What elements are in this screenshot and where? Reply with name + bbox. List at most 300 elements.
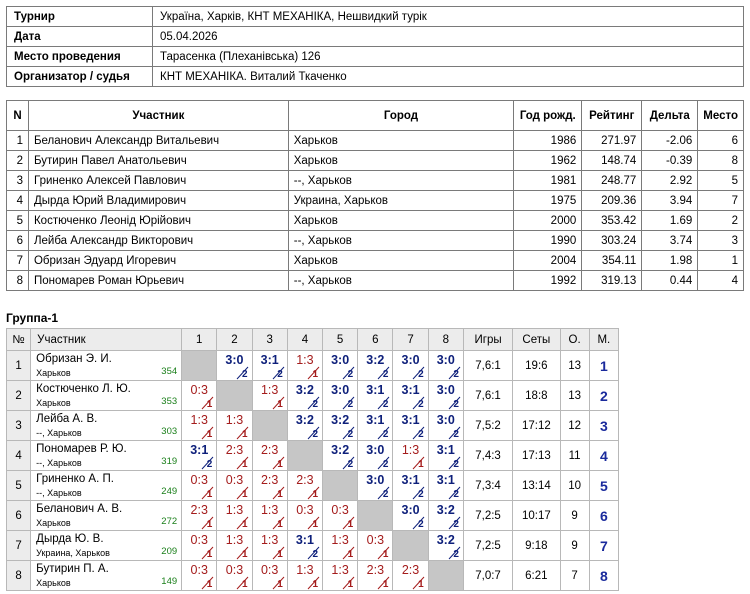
group-row-number: 3	[7, 411, 31, 441]
match-result	[358, 561, 392, 590]
match-score: 3:0	[436, 413, 455, 427]
match-result-cell[interactable]	[182, 531, 217, 561]
match-points: 2	[312, 429, 319, 440]
participant-place: 3	[698, 231, 744, 251]
diagonal-cell	[323, 471, 358, 501]
col-header-place: Место	[698, 101, 744, 131]
match-score: 3:1	[366, 413, 385, 427]
participant-birth-year: 2004	[514, 251, 582, 271]
match-result-cell[interactable]	[287, 381, 322, 411]
match-result	[253, 531, 287, 560]
participant-rating: 271.97	[582, 131, 642, 151]
group-player-rating: 303	[161, 426, 178, 437]
match-result-cell[interactable]	[182, 501, 217, 531]
grid-header-opponent-7: 7	[393, 329, 428, 351]
group-player-cell	[31, 441, 182, 471]
participant-name: Обризан Эдуард Игоревич	[28, 251, 288, 271]
participants-header-row	[7, 101, 744, 131]
participant-rating: 354.11	[582, 251, 642, 271]
participant-row	[7, 251, 744, 271]
group-results-grid	[6, 328, 619, 591]
match-result-cell[interactable]	[323, 501, 358, 531]
group-points: 12	[560, 411, 589, 441]
participant-place: 6	[698, 131, 744, 151]
match-result-cell[interactable]	[182, 471, 217, 501]
match-result	[358, 441, 392, 470]
info-label: Место проведения	[7, 47, 153, 67]
group-sets: 19:6	[513, 351, 560, 381]
match-points: 1	[382, 549, 389, 560]
match-result	[393, 411, 427, 440]
match-score: 3:1	[366, 383, 385, 397]
match-score: 3:2	[436, 533, 455, 547]
group-games: 7,5:2	[463, 411, 512, 441]
match-result-cell[interactable]	[393, 351, 428, 381]
participant-row	[7, 211, 744, 231]
grid-header-opponent-2: 2	[217, 329, 252, 351]
participant-place: 5	[698, 171, 744, 191]
match-result	[253, 441, 287, 470]
match-points: 1	[312, 369, 319, 380]
match-result-cell[interactable]	[428, 441, 463, 471]
match-points: 1	[277, 549, 283, 560]
match-result-cell[interactable]	[393, 471, 428, 501]
match-result-cell[interactable]	[358, 351, 393, 381]
match-score: 3:2	[295, 383, 314, 397]
match-points: 1	[277, 519, 283, 530]
match-result-cell[interactable]	[182, 441, 217, 471]
match-result-cell[interactable]	[323, 531, 358, 561]
match-score: 3:1	[436, 473, 455, 487]
participant-city: Украина, Харьков	[288, 191, 514, 211]
group-sets: 17:12	[513, 411, 560, 441]
col-header-city: Город	[288, 101, 514, 131]
match-result	[217, 351, 251, 380]
participant-city: --, Харьков	[288, 231, 514, 251]
group-points: 11	[560, 441, 589, 471]
match-points: 1	[347, 549, 354, 560]
match-result-cell[interactable]	[428, 531, 463, 561]
match-result-cell[interactable]	[323, 441, 358, 471]
match-score: 3:0	[366, 473, 385, 487]
participant-name: Беланович Александр Витальевич	[28, 131, 288, 151]
match-score: 2:3	[401, 563, 420, 577]
group-sets: 18:8	[513, 381, 560, 411]
match-result	[182, 441, 216, 470]
match-score: 0:3	[260, 563, 279, 577]
match-score: 3:1	[190, 443, 209, 457]
match-result-cell[interactable]	[428, 351, 463, 381]
diagonal-cell	[287, 441, 322, 471]
match-result-cell[interactable]	[217, 531, 252, 561]
match-result-cell[interactable]	[287, 501, 322, 531]
group-place: 4	[589, 441, 618, 471]
group-player-rating: 249	[161, 486, 178, 497]
match-score: 3:0	[331, 383, 350, 397]
match-score: 0:3	[225, 473, 244, 487]
participant-name: Гриненко Алексей Павлович	[28, 171, 288, 191]
group-player-city: --, Харьков	[36, 488, 82, 498]
match-result	[323, 351, 357, 380]
participant-city: --, Харьков	[288, 171, 514, 191]
group-player-city: --, Харьков	[36, 458, 82, 468]
match-points: 1	[277, 489, 283, 500]
match-points: 2	[382, 369, 389, 380]
match-result-cell[interactable]	[252, 531, 287, 561]
match-points: 1	[242, 579, 248, 590]
match-points: 1	[312, 519, 319, 530]
participant-birth-year: 1962	[514, 151, 582, 171]
match-result-cell[interactable]	[358, 531, 393, 561]
group-row	[7, 351, 619, 381]
participant-n: 8	[7, 271, 29, 291]
group-player-cell	[31, 471, 182, 501]
match-result-cell[interactable]	[252, 471, 287, 501]
match-result-cell[interactable]	[358, 411, 393, 441]
match-result-cell[interactable]	[252, 501, 287, 531]
match-points: 2	[418, 429, 424, 440]
match-score: 3:2	[331, 443, 350, 457]
match-result-cell[interactable]	[358, 471, 393, 501]
match-result	[429, 351, 463, 380]
match-points: 1	[277, 459, 283, 470]
group-player-cell	[31, 501, 182, 531]
match-result-cell[interactable]	[287, 411, 322, 441]
match-result	[288, 381, 322, 410]
match-result-cell[interactable]	[323, 411, 358, 441]
match-result	[393, 441, 427, 470]
match-result	[217, 471, 251, 500]
match-score: 2:3	[296, 473, 314, 487]
match-result	[323, 531, 357, 560]
participant-n: 1	[7, 131, 29, 151]
group-player-cell	[31, 561, 182, 591]
match-result	[182, 471, 216, 500]
match-result	[393, 381, 427, 410]
info-value: 05.04.2026	[153, 27, 744, 47]
match-result	[323, 441, 357, 470]
match-result	[182, 411, 216, 440]
participant-n: 3	[7, 171, 29, 191]
participant-delta: 2.92	[642, 171, 698, 191]
match-result-cell[interactable]	[358, 381, 393, 411]
group-games: 7,0:7	[463, 561, 512, 591]
match-score: 2:3	[190, 503, 208, 517]
match-result-cell[interactable]	[287, 351, 322, 381]
participant-delta: -0.39	[642, 151, 698, 171]
match-points: 2	[418, 519, 424, 530]
match-result-cell[interactable]	[287, 561, 322, 591]
match-result-cell[interactable]	[323, 351, 358, 381]
match-result-cell[interactable]	[252, 351, 287, 381]
match-score: 3:1	[260, 353, 279, 367]
match-result	[217, 531, 251, 560]
match-points: 2	[418, 489, 424, 500]
col-header-participant: Участник	[28, 101, 288, 131]
group-player-rating: 319	[161, 456, 178, 467]
match-result-cell[interactable]	[358, 561, 393, 591]
match-points: 2	[453, 429, 459, 440]
grid-header-games: Игры	[463, 329, 512, 351]
diagonal-cell	[217, 381, 252, 411]
group-sets: 9:18	[513, 531, 560, 561]
match-points: 2	[453, 399, 459, 410]
match-result	[288, 531, 322, 560]
match-points: 2	[277, 369, 283, 380]
group-row-number: 5	[7, 471, 31, 501]
match-score: 1:3	[225, 413, 244, 427]
match-result	[393, 471, 427, 500]
match-result	[217, 501, 251, 530]
match-score: 1:3	[260, 503, 279, 517]
match-score: 1:3	[225, 503, 244, 517]
info-row	[7, 47, 744, 67]
match-result-cell[interactable]	[182, 561, 217, 591]
match-result	[429, 441, 463, 470]
group-games: 7,2:5	[463, 501, 512, 531]
match-result-cell[interactable]	[217, 561, 252, 591]
group-row	[7, 531, 619, 561]
tournament-info-table	[6, 6, 744, 87]
group-place: 2	[589, 381, 618, 411]
match-score: 3:0	[436, 383, 455, 397]
group-sets: 13:14	[513, 471, 560, 501]
participant-place: 4	[698, 271, 744, 291]
participant-rating: 148.74	[582, 151, 642, 171]
match-score: 0:3	[190, 473, 208, 487]
match-points: 2	[206, 459, 213, 470]
match-points: 1	[418, 579, 424, 590]
match-points: 1	[242, 519, 248, 530]
group-player-rating: 354	[161, 366, 178, 377]
group-row-number: 1	[7, 351, 31, 381]
group-player-city: Харьков	[36, 578, 71, 588]
match-result	[182, 531, 216, 560]
info-label: Турнир	[7, 7, 153, 27]
participant-birth-year: 1992	[514, 271, 582, 291]
match-result	[182, 501, 216, 530]
info-row	[7, 27, 744, 47]
group-player-city: Харьков	[36, 398, 71, 408]
group-place: 7	[589, 531, 618, 561]
match-result	[217, 441, 251, 470]
match-result	[429, 531, 463, 560]
group-row-number: 4	[7, 441, 31, 471]
match-points: 2	[382, 489, 389, 500]
match-score: 1:3	[260, 383, 279, 397]
match-result-cell[interactable]	[217, 501, 252, 531]
match-points: 2	[453, 369, 459, 380]
group-points: 13	[560, 351, 589, 381]
group-header-row	[7, 329, 619, 351]
match-score: 3:0	[225, 353, 244, 367]
match-score: 3:1	[401, 473, 420, 487]
participant-place: 7	[698, 191, 744, 211]
group-points: 9	[560, 501, 589, 531]
match-result-cell[interactable]	[358, 441, 393, 471]
grid-header-place: М.	[589, 329, 618, 351]
match-score: 3:2	[436, 503, 455, 517]
match-result-cell[interactable]	[182, 411, 217, 441]
info-row	[7, 67, 744, 87]
group-sets: 17:13	[513, 441, 560, 471]
match-result-cell[interactable]	[252, 381, 287, 411]
match-points: 2	[382, 429, 389, 440]
match-result-cell[interactable]	[287, 471, 322, 501]
group-player-name: Беланович А. В.	[36, 503, 123, 515]
group-player-city: Харьков	[36, 368, 71, 378]
info-row	[7, 7, 744, 27]
match-result-cell[interactable]	[393, 381, 428, 411]
group-player-city: --, Харьков	[36, 428, 82, 438]
match-result-cell[interactable]	[393, 441, 428, 471]
match-points: 1	[206, 549, 213, 560]
info-value: Україна, Харків, КНТ МЕХАНІКА, Нешвидкий турік	[153, 7, 744, 27]
participant-delta: 3.74	[642, 231, 698, 251]
match-points: 2	[347, 459, 354, 470]
match-points: 1	[206, 579, 213, 590]
participant-name: Костюченко Леонід Юрійович	[28, 211, 288, 231]
group-player-name: Обризан Э. И.	[36, 353, 112, 365]
group-games: 7,4:3	[463, 441, 512, 471]
match-points: 1	[206, 489, 213, 500]
participant-city: Харьков	[288, 251, 514, 271]
group-row	[7, 501, 619, 531]
match-points: 2	[347, 369, 354, 380]
group-player-rating: 149	[161, 576, 178, 587]
match-result-cell[interactable]	[217, 411, 252, 441]
group-player-name: Костюченко Л. Ю.	[36, 383, 131, 395]
match-score: 3:0	[436, 353, 455, 367]
match-result-cell[interactable]	[428, 411, 463, 441]
match-score: 3:0	[331, 353, 350, 367]
participant-birth-year: 1981	[514, 171, 582, 191]
participant-place: 8	[698, 151, 744, 171]
participant-row	[7, 131, 744, 151]
match-score: 3:0	[401, 353, 420, 367]
participant-delta: 3.94	[642, 191, 698, 211]
group-place: 8	[589, 561, 618, 591]
participant-row	[7, 171, 744, 191]
group-row-number: 6	[7, 501, 31, 531]
match-score: 3:2	[366, 353, 385, 367]
col-header-rating: Рейтинг	[582, 101, 642, 131]
participant-birth-year: 1990	[514, 231, 582, 251]
diagonal-cell	[393, 531, 428, 561]
match-result-cell[interactable]	[428, 471, 463, 501]
match-points: 2	[312, 549, 319, 560]
match-points: 1	[206, 519, 213, 530]
match-score: 3:2	[295, 413, 314, 427]
match-result	[288, 561, 322, 590]
participant-rating: 303.24	[582, 231, 642, 251]
group-player-cell	[31, 531, 182, 561]
match-score: 2:3	[260, 443, 279, 457]
match-points: 1	[382, 579, 389, 590]
participant-row	[7, 151, 744, 171]
match-points: 1	[312, 579, 319, 590]
group-row	[7, 381, 619, 411]
match-points: 1	[347, 519, 354, 530]
match-result	[288, 471, 322, 500]
match-score: 3:0	[401, 503, 420, 517]
match-result-cell[interactable]	[428, 381, 463, 411]
match-score: 1:3	[296, 563, 314, 577]
match-result	[217, 411, 251, 440]
match-points: 2	[347, 399, 354, 410]
match-points: 2	[312, 399, 319, 410]
match-score: 1:3	[296, 353, 314, 367]
match-result-cell[interactable]	[323, 381, 358, 411]
group-sets: 6:21	[513, 561, 560, 591]
match-points: 1	[206, 399, 213, 410]
group-points: 13	[560, 381, 589, 411]
grid-header-opponent-8: 8	[428, 329, 463, 351]
grid-header-opponent-3: 3	[252, 329, 287, 351]
info-value: Тарасенка (Плеханівська) 126	[153, 47, 744, 67]
participant-name: Дырда Юрий Владимирович	[28, 191, 288, 211]
group-player-name: Лейба А. В.	[36, 413, 98, 425]
match-result-cell[interactable]	[182, 381, 217, 411]
match-points: 2	[382, 459, 389, 470]
match-result	[253, 381, 287, 410]
match-result	[323, 501, 357, 530]
match-result	[253, 501, 287, 530]
match-score: 3:0	[366, 443, 385, 457]
match-result-cell[interactable]	[217, 351, 252, 381]
match-result	[288, 411, 322, 440]
match-result-cell[interactable]	[393, 561, 428, 591]
group-sets: 10:17	[513, 501, 560, 531]
group-player-cell	[31, 351, 182, 381]
info-label: Организатор / судья	[7, 67, 153, 87]
participant-place: 2	[698, 211, 744, 231]
match-result-cell[interactable]	[323, 561, 358, 591]
match-result-cell[interactable]	[393, 501, 428, 531]
match-result	[217, 561, 251, 590]
match-points: 1	[277, 579, 283, 590]
match-result	[288, 501, 322, 530]
participant-rating: 248.77	[582, 171, 642, 191]
group-player-city: Харьков	[36, 518, 71, 528]
grid-header-n: №	[7, 329, 31, 351]
match-result-cell[interactable]	[252, 561, 287, 591]
match-result-cell[interactable]	[428, 501, 463, 531]
match-points: 1	[242, 489, 248, 500]
group-player-name: Гриненко А. П.	[36, 473, 114, 485]
match-result-cell[interactable]	[252, 441, 287, 471]
match-score: 0:3	[366, 533, 385, 547]
match-score: 1:3	[331, 533, 349, 547]
diagonal-cell	[252, 411, 287, 441]
grid-header-opponent-4: 4	[287, 329, 322, 351]
match-result	[393, 561, 427, 590]
participant-place: 1	[698, 251, 744, 271]
participant-delta: 0.44	[642, 271, 698, 291]
match-result	[358, 351, 392, 380]
grid-header-opponent-6: 6	[358, 329, 393, 351]
participant-delta: 1.98	[642, 251, 698, 271]
match-result-cell[interactable]	[217, 471, 252, 501]
match-result-cell[interactable]	[287, 531, 322, 561]
participant-birth-year: 2000	[514, 211, 582, 231]
participant-city: Харьков	[288, 131, 514, 151]
match-points: 1	[277, 399, 283, 410]
match-points: 2	[382, 399, 389, 410]
match-result-cell[interactable]	[217, 441, 252, 471]
participant-name: Лейба Александр Викторович	[28, 231, 288, 251]
match-result-cell[interactable]	[393, 411, 428, 441]
